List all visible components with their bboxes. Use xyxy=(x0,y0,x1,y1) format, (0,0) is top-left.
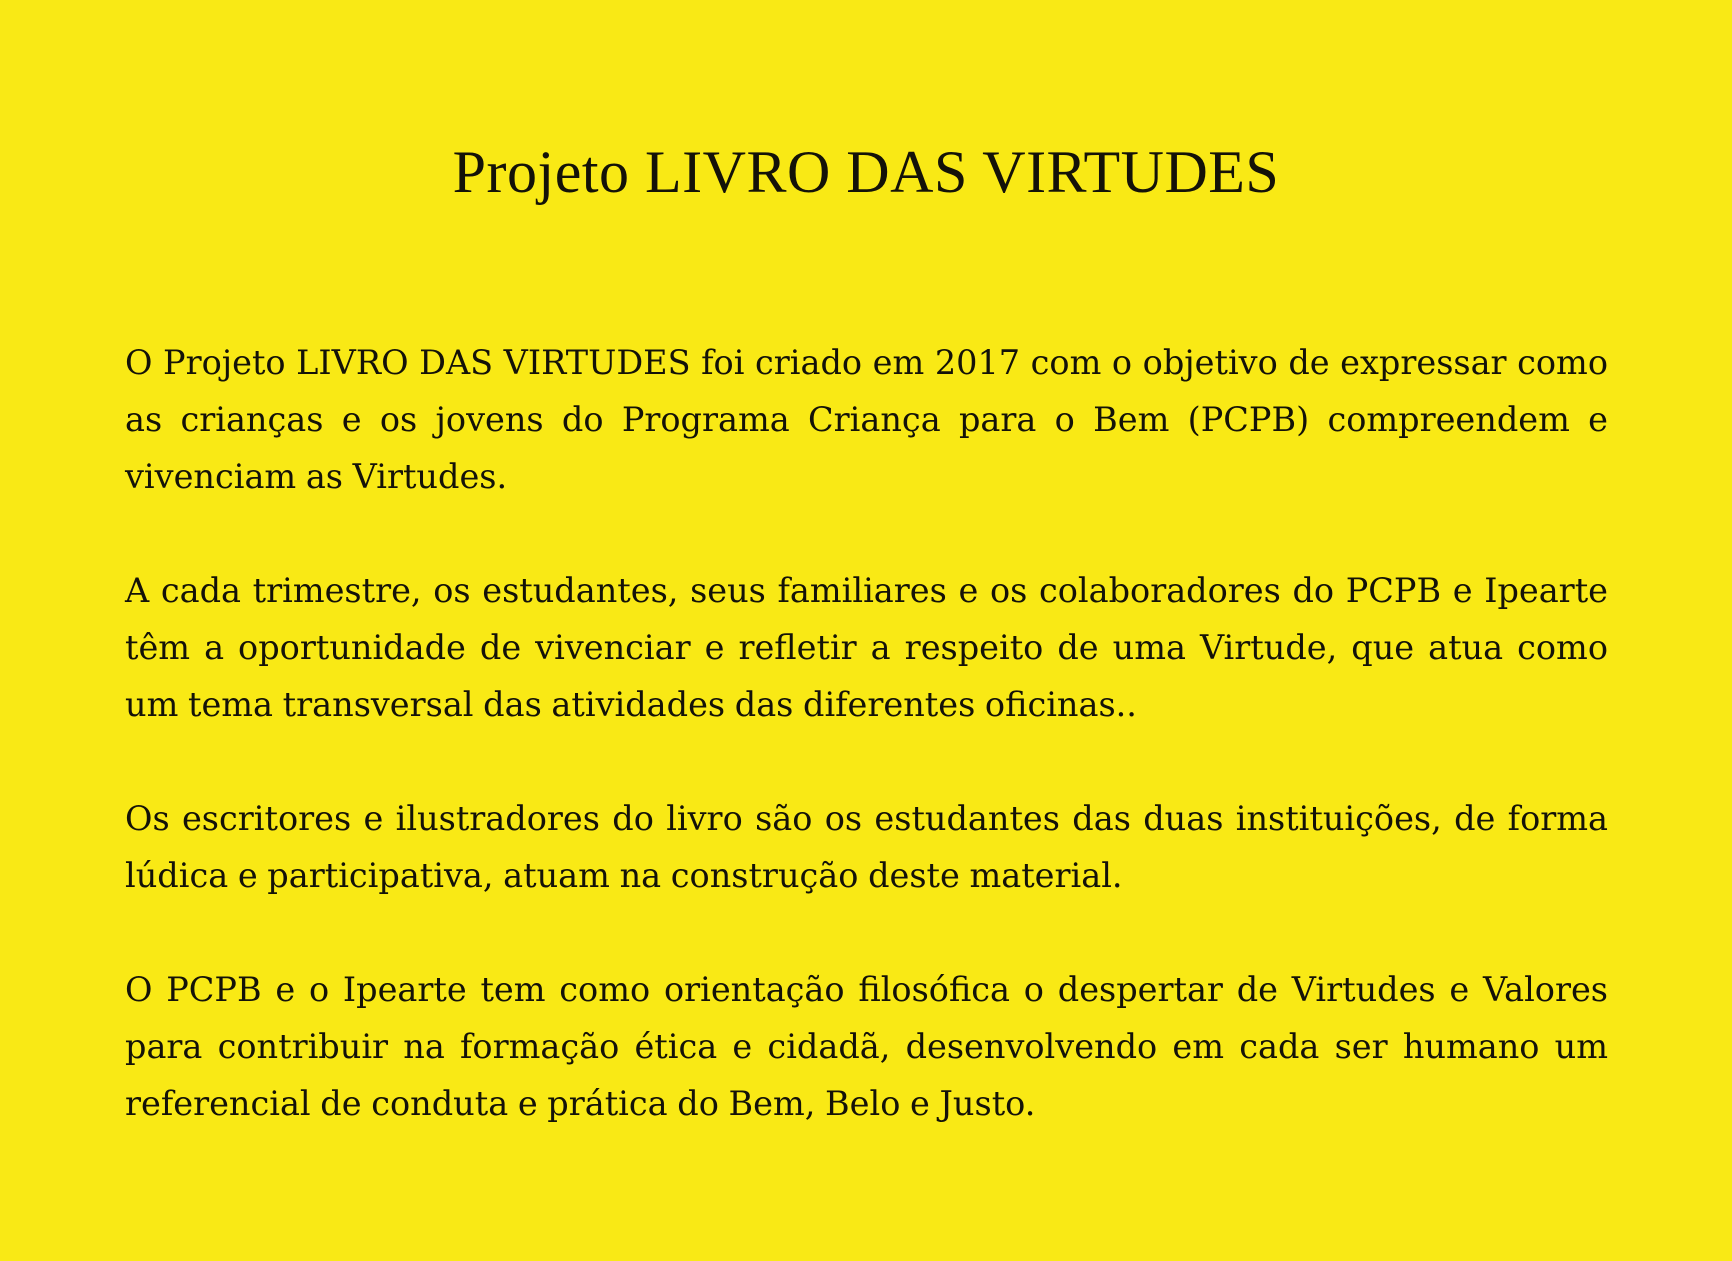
document-body xyxy=(125,334,1608,1132)
paragraph-quarterly-virtue: A cada trimestre, os estudantes, seus familiares e os colaboradores do PCPB e Ipearte têm a oportunidade de vivenciar e refletir a respeito de uma Virtude, que atua como um tema transversal das atividades das diferentes oficinas.. xyxy=(125,571,1608,724)
page-title: Projeto LIVRO DAS VIRTUDES xyxy=(452,139,1280,205)
paragraph-intro: O Projeto LIVRO DAS VIRTUDES foi criado em 2017 com o objetivo de expressar como as crianças e os jovens do Programa Criança para o Bem (PCPB) compreendem e vivenciam as Virtudes. xyxy=(125,343,1608,496)
paragraph-writers-illustrators: Os escritores e ilustradores do livro são os estudantes das duas instituições, de forma lúdica e participativa, atuam na construção deste material. xyxy=(125,799,1608,895)
paragraph-philosophy: O PCPB e o Ipearte tem como orientação filosófica o despertar de Virtudes e Valores para contribuir na formação ética e cidadã, desenvolvendo em cada ser humano um referencial de conduta e prática do Bem, Belo e Justo. xyxy=(125,970,1608,1123)
